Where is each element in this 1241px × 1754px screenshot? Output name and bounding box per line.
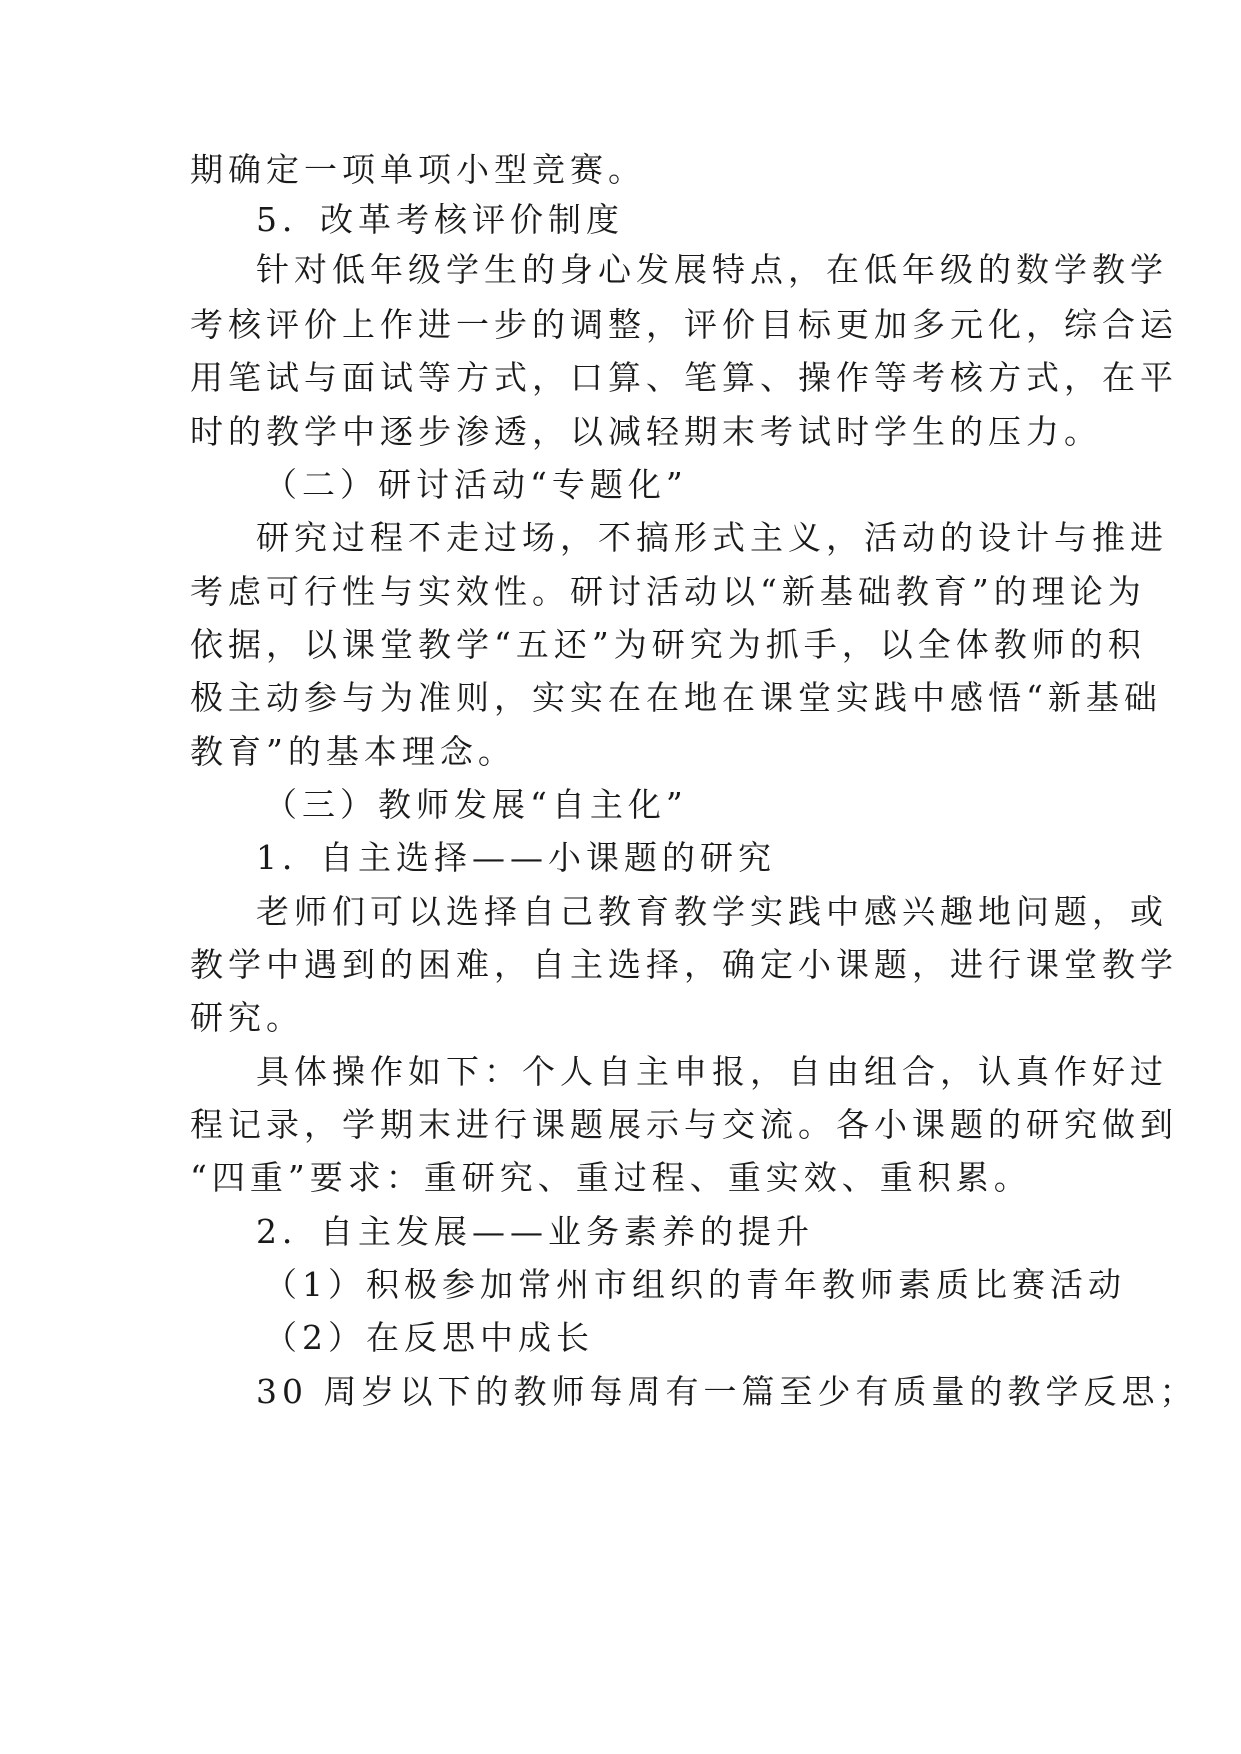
text-line: 具体操作如下：个人自主申报，自由组合，认真作好过 (256, 1052, 1168, 1091)
text-line: 30 周岁以下的教师每周有一篇至少有质量的教学反思； (256, 1372, 1198, 1411)
text-line: 极主动参与为准则，实实在在地在课堂实践中感悟“新基础 (190, 678, 1162, 717)
text-line: “四重”要求：重研究、重过程、重实效、重积累。 (190, 1158, 1032, 1197)
section-heading: （二）研讨活动“专题化” (264, 465, 688, 504)
text-line: 期确定一项单项小型竞赛。 (190, 150, 646, 189)
text-line: 针对低年级学生的身心发展特点，在低年级的数学教学 (256, 250, 1168, 289)
text-line: 教学中遇到的困难，自主选择，确定小课题，进行课堂教学 (190, 945, 1178, 984)
list-item: （2）在反思中成长 (264, 1318, 594, 1357)
text-line: 研究。 (190, 998, 304, 1037)
text-line: 考核评价上作进一步的调整，评价目标更加多元化，综合运 (190, 305, 1178, 344)
text-line: 老师们可以选择自己教育教学实践中感兴趣地问题，或 (256, 892, 1168, 931)
text-line: 程记录，学期末进行课题展示与交流。各小课题的研究做到 (190, 1105, 1178, 1144)
text-line: 研究过程不走过场，不搞形式主义，活动的设计与推进 (256, 518, 1168, 557)
section-heading: （三）教师发展“自主化” (264, 785, 688, 824)
section-heading: 1．自主选择——小课题的研究 (256, 838, 776, 877)
text-line: 教育”的基本理念。 (190, 732, 516, 771)
list-item: （1）积极参加常州市组织的青年教师素质比赛活动 (264, 1265, 1126, 1304)
section-heading: 5．改革考核评价制度 (256, 200, 624, 239)
text-line: 用笔试与面试等方式，口算、笔算、操作等考核方式，在平 (190, 358, 1178, 397)
section-heading: 2．自主发展——业务素养的提升 (256, 1212, 814, 1251)
text-line: 依据，以课堂教学“五还”为研究为抓手，以全体教师的积 (190, 625, 1146, 664)
text-line: 考虑可行性与实效性。研讨活动以“新基础教育”的理论为 (190, 572, 1146, 611)
text-line: 时的教学中逐步渗透，以减轻期末考试时学生的压力。 (190, 412, 1102, 451)
